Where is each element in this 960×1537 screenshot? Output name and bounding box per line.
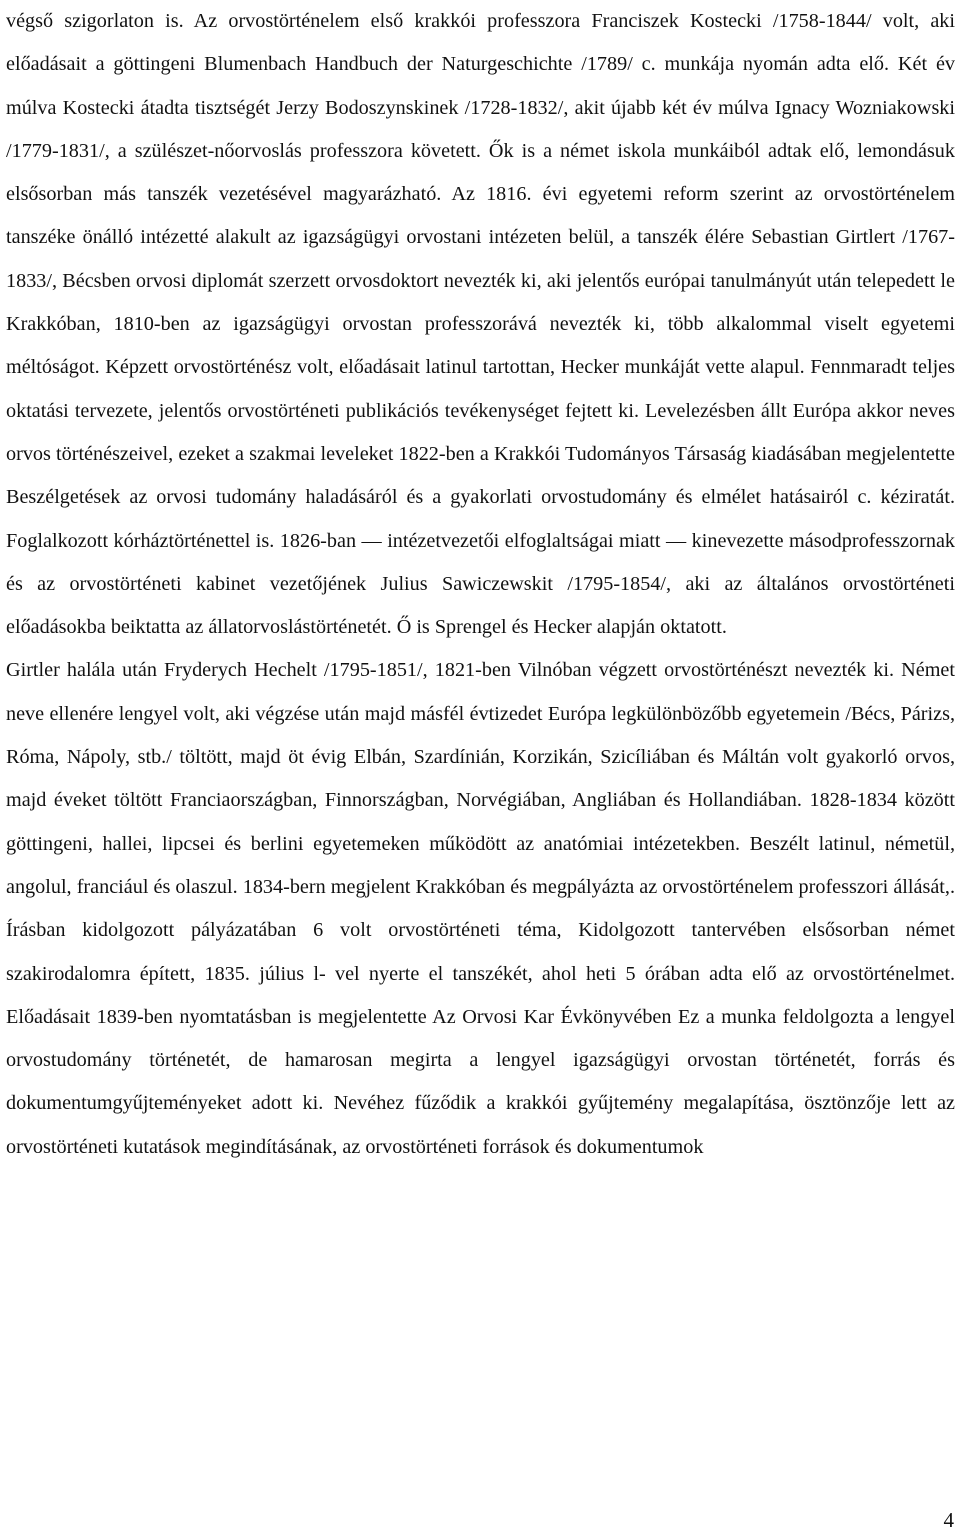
body-paragraph-2: Girtler halála után Fryderych Hechelt /1795-1851/, 1821-ben Vilnóban végzett orvostörténészt nevezték ki. Német neve ellenére lengyel volt, aki végzése után majd másfél évtizedet Európa legkülönbözőbb egyetemein /Bécs, Párizs, Róma, Nápoly, stb./ töltött, majd öt évig Elbán, Szardínián, Korzikán, Szicíliában és Máltán volt gyakorló orvos, majd éveket töltött Franciaországban, Finnországban, Norvégiában, Angliában és Hollandiában. 1828-1834 között göttingeni, hallei, lipcsei és berlini egyetemeken működött az anatómiai intézetekben. Beszélt latinul, németül, angolul, franciául és olaszul. 1834-bern megjelent Krakkóban és megpályázta az orvostörténelem professzori állását,. Írásban kidolgozott pályázatában 6 volt orvostörténeti téma, Kidolgozott tantervében elsősorban német szakirodalomra épített, 1835. július l- vel nyerte el tanszékét, ahol heti 5 órában adta elő az orvostörténelmet. Előadásait 1839-ben nyomtatásban is megjelentette Az Orvosi Kar Évkönyvében Ez a munka feldolgozta a lengyel orvostudomány történetét, de hamarosan megirta a lengyel igazságügyi orvostan történetét, forrás és dokumentumgyűjteményeket adott ki. Nevéhez fűződik a krakkói gyűjtemény megalapítása, ösztönzője lett az orvostörténeti kutatások megindításának, az orvostörténeti források és dokumentumok: [6, 659, 955, 1158]
document-page: [6, 0, 955, 1169]
body-paragraph-1: végső szigorlaton is. Az orvostörténelem első krakkói professzora Franciszek Kostecki /1758-1844/ volt, aki előadásait a göttingeni Blumenbach Handbuch der Naturgeschichte /1789/ c. munkája nyomán adta elő. Két év múlva Kostecki átadta tisztségét Jerzy Bodoszynskinek /1728-1832/, akit újabb két év múlva Ignacy Wozniakowski /1779-1831/, a szülészet-nőorvoslás professzora követett. Ők is a német iskola munkáiból adtak elő, lemondásuk elsősorban más tanszék vezetésével magyarázható. Az 1816. évi egyetemi reform szerint az orvostörténelem tanszéke önálló intézetté alakult az igazságügyi orvostani intézeten belül, a tanszék élére Sebastian Girtlert /1767-1833/, Bécsben orvosi diplomát szerzett orvosdoktort nevezték ki, aki jelentős európai tanulmányút után telepedett le Krakkóban, 1810-ben az igazságügyi orvostan professzorává nevezték ki, több alkalommal viselt egyetemi méltóságot. Képzett orvostörténész volt, előadásait latinul tartottan, Hecker munkáját vette alapul. Fennmaradt teljes oktatási tervezete, jelentős orvostörténeti publikációs tevékenységet fejtett ki. Levelezésben állt Európa akkor neves orvos történészeivel, ezeket a szakmai leveleket 1822-ben a Krakkói Tudományos Társaság kiadásában megjelentette Beszélgetések az orvosi tudomány haladásáról és a gyakorlati orvostudomány és elmélet hatásairól c. kéziratát. Foglalkozott kórháztörténettel is. 1826-ban — intézetvezetői elfoglaltságai miatt — kinevezette másodprofesszornak és az orvostörténeti kabinet vezetőjének Julius Sawiczewskit /1795-1854/, aki az általános orvostörténeti előadásokba beiktatta az állatorvoslástörténetét. Ő is Sprengel és Hecker alapján oktatott.: [6, 10, 955, 639]
page-number: 4: [943, 1508, 954, 1532]
